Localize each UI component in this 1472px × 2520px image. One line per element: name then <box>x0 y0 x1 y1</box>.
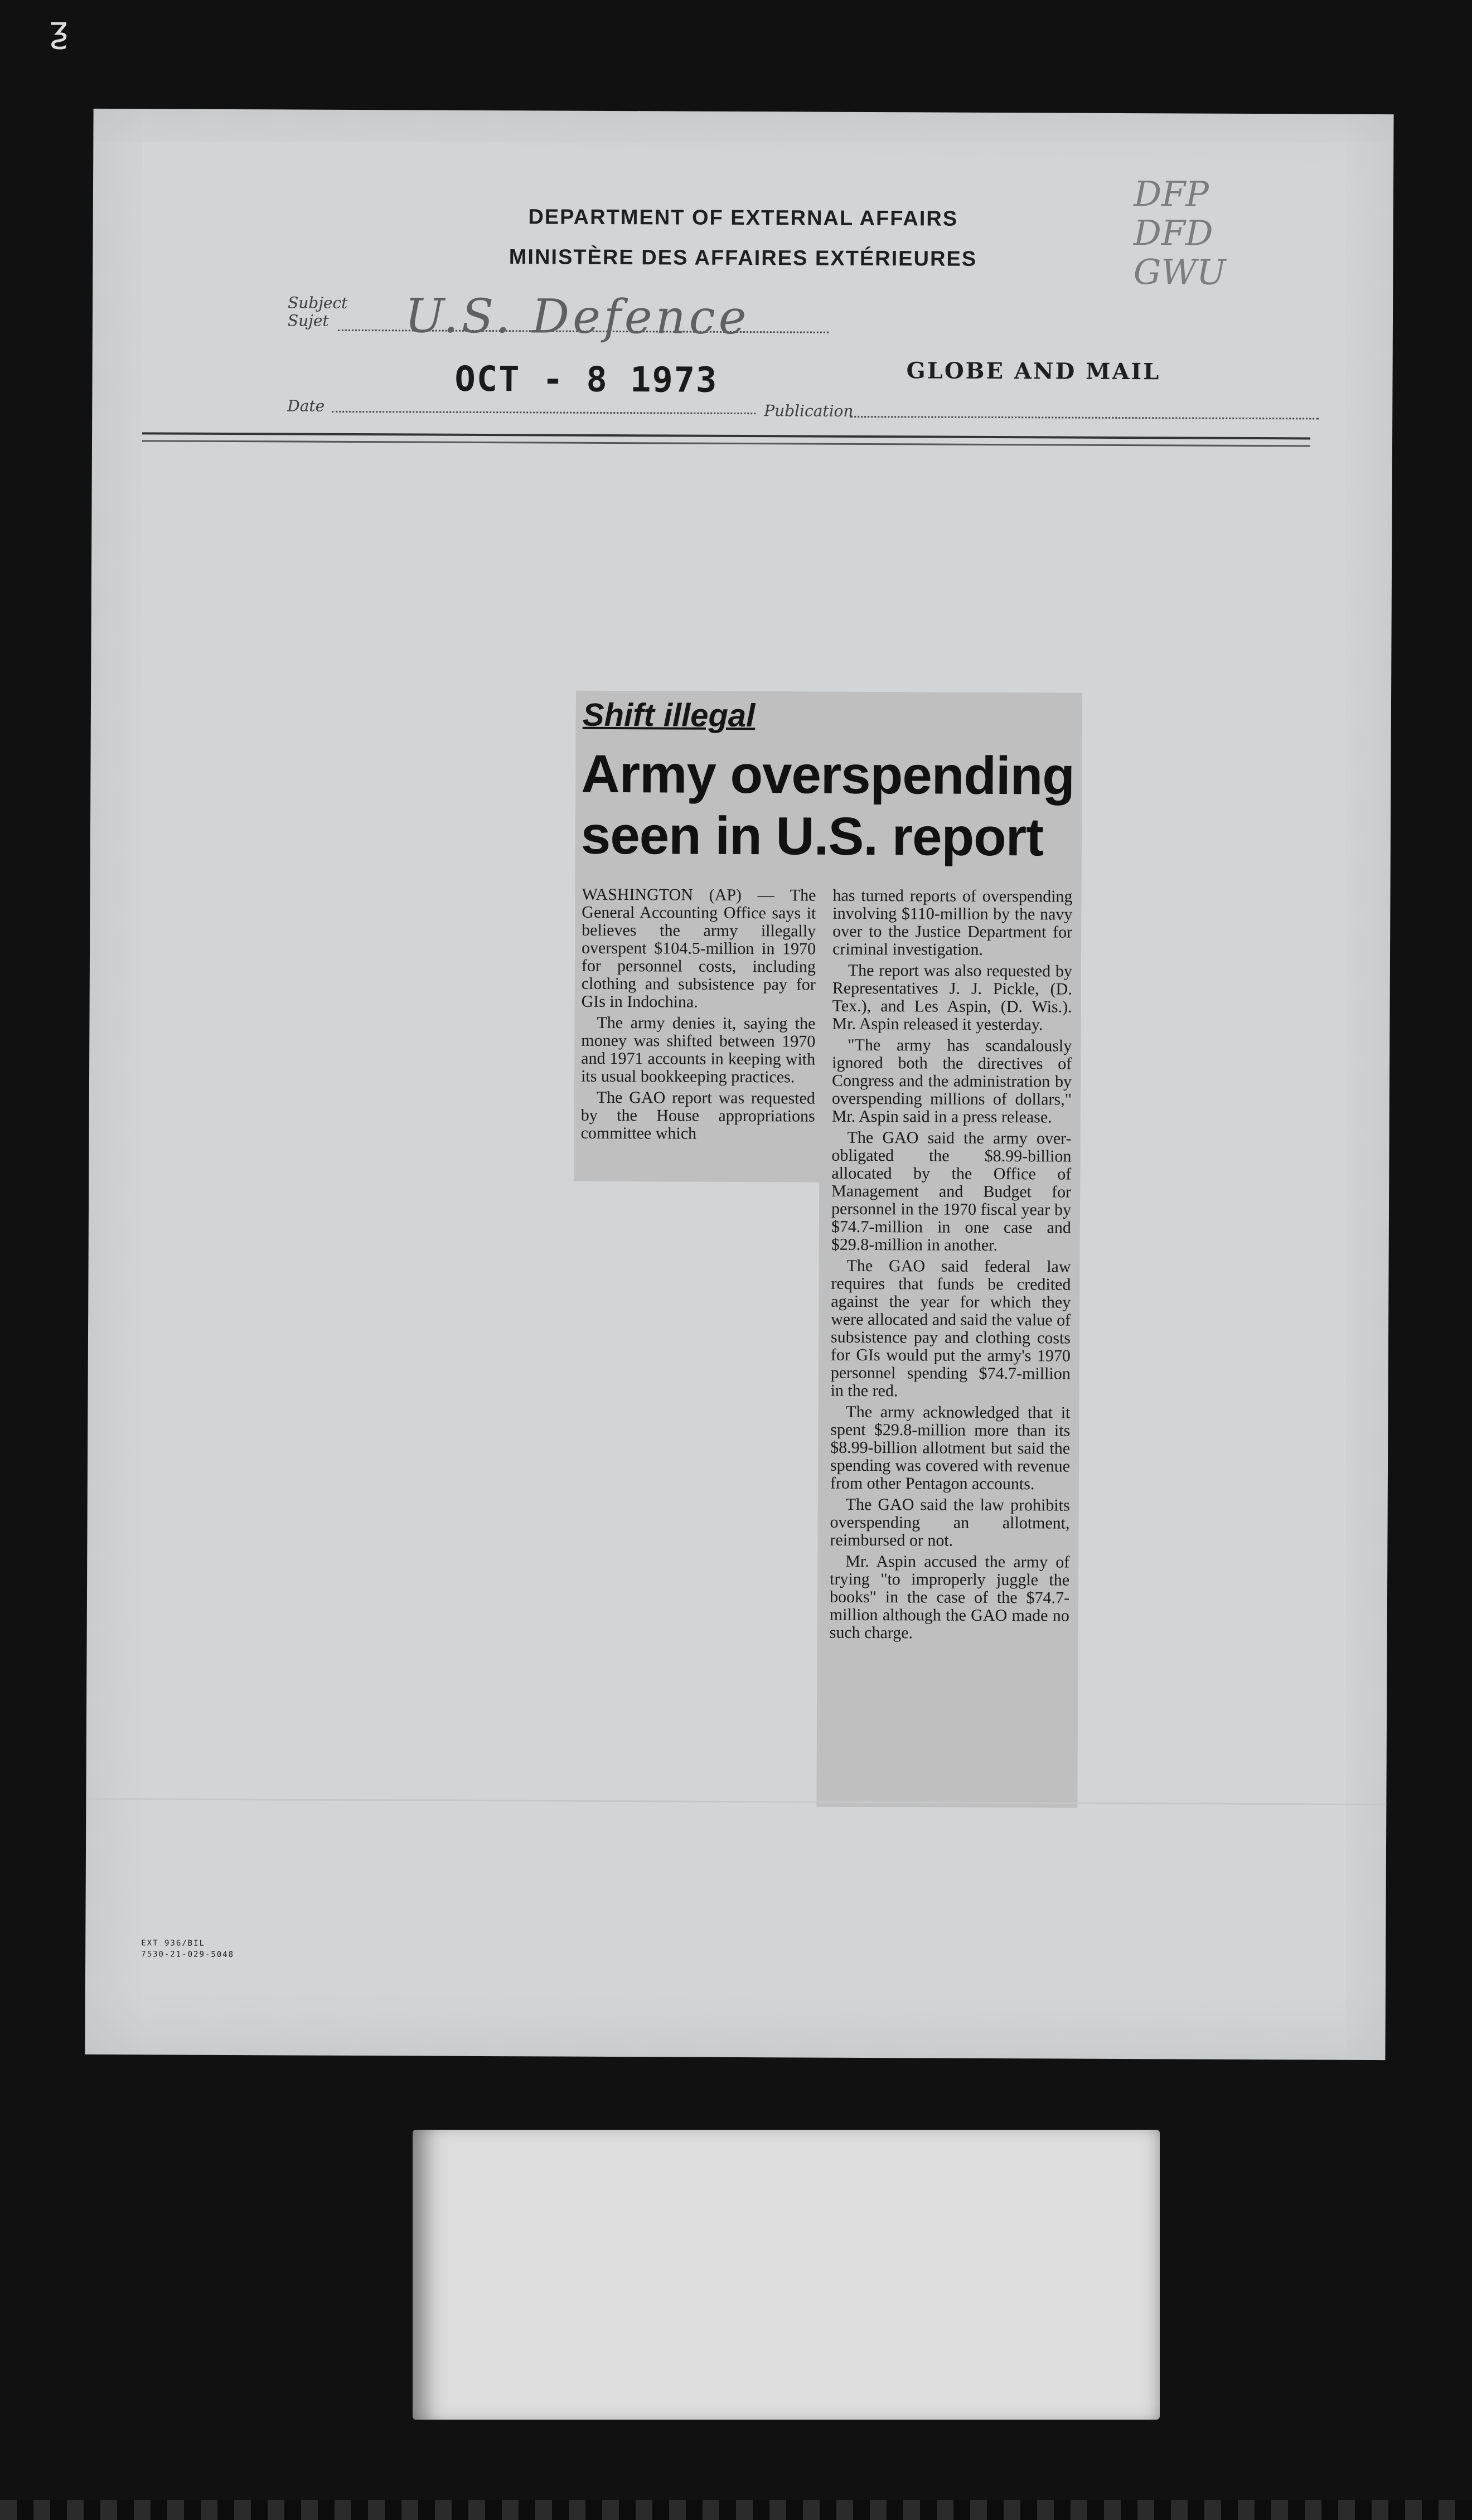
date-dotted-line <box>332 411 756 414</box>
frame-mark: ƺ <box>49 9 68 51</box>
handwritten-codes <box>1134 175 1226 292</box>
article-kicker: Shift illegal <box>582 696 756 734</box>
article-paragraph: has turned reports of overspending involving $110-million by the navy over to the Justice Department for criminal investigation. <box>832 886 1073 959</box>
date-stamp: OCT - 8 1973 <box>454 358 718 400</box>
publication-name: GLOBE AND MAIL <box>906 357 1161 385</box>
film-edge <box>0 2500 1472 2520</box>
newspaper-clipping <box>571 691 1095 1808</box>
subject-label: Subject <box>288 293 348 312</box>
header-rule <box>142 440 1310 447</box>
article-headline: Army overspending seen in U.S. report <box>580 744 1075 868</box>
form-code-line: EXT 936/BIL <box>141 1939 206 1948</box>
header-rule <box>142 432 1310 439</box>
department-header-english: DEPARTMENT OF EXTERNAL AFFAIRS <box>528 205 958 231</box>
article-paragraph: "The army has scandalously ignored both the directives of Congress and the administration by overspending millions of dollars," Mr. Aspin said in a press release. <box>831 1035 1072 1127</box>
article-paragraph: The GAO said federal law requires that funds be credited against the year for which they were allocated and said the value of subsistence pay and clothing costs for GIs would put the army's 1970 personnel spending $74.7-million in the red. <box>830 1256 1071 1400</box>
form-code-line: 7530-21-029-5048 <box>141 1950 235 1960</box>
article-paragraph: WASHINGTON (AP) — The General Accounting Office says it believes the army illegally overspent $104.5-million in 1970 for personnel costs, including clothing and subsistence pay for GIs in Indochina. <box>581 885 816 1011</box>
sujet-label: Sujet <box>287 311 329 330</box>
article-paragraph: The army denies it, saying the money was shifted between 1970 and 1971 accounts in keeping with its usual bookkeeping practices. <box>580 1013 816 1087</box>
article-paragraph: The GAO said the army over-obligated the $8.99-billion allocated by the Office of Management and Budget for personnel in the 1970 fiscal year by $74.7-million in one case and $29.8-million in another. <box>831 1128 1072 1255</box>
article-paragraph: The army acknowledged that it spent $29.8-million more than its $8.99-billion allotment but said the spending was covered with revenue from other Pentagon accounts. <box>830 1402 1071 1494</box>
date-label: Date <box>287 396 325 415</box>
article-paragraph: The report was also requested by Representatives J. J. Pickle, (D. Tex.), and Les Aspin, (D. Wis.). Mr. Aspin released it yesterday. <box>832 961 1072 1034</box>
handwritten-code: DFP <box>1134 173 1209 215</box>
publication-dotted-line <box>850 416 1319 420</box>
publication-label: Publication <box>764 401 854 420</box>
handwritten-code: GWU <box>1133 251 1226 293</box>
blank-back-page <box>413 2130 1160 2420</box>
article-paragraph: The GAO said the law prohibits overspending an allotment, reimbursed or not. <box>830 1495 1070 1550</box>
article-column-1 <box>581 886 816 1147</box>
department-header-french: MINISTÈRE DES AFFAIRES EXTÉRIEURES <box>509 245 977 271</box>
article-column-2 <box>830 887 1073 1646</box>
clipping-form-sheet <box>85 109 1393 2060</box>
form-code <box>141 1937 234 1960</box>
article-paragraph: Mr. Aspin accused the army of trying "to improperly juggle the books" in the case of the $74.7-million although the GAO made no such charge. <box>829 1552 1070 1642</box>
article-paragraph: The GAO report was requested by the House appropriations committee which <box>580 1088 815 1143</box>
handwritten-code: DFD <box>1133 212 1213 254</box>
subject-handwritten-value: U.S. Defence <box>404 288 750 345</box>
